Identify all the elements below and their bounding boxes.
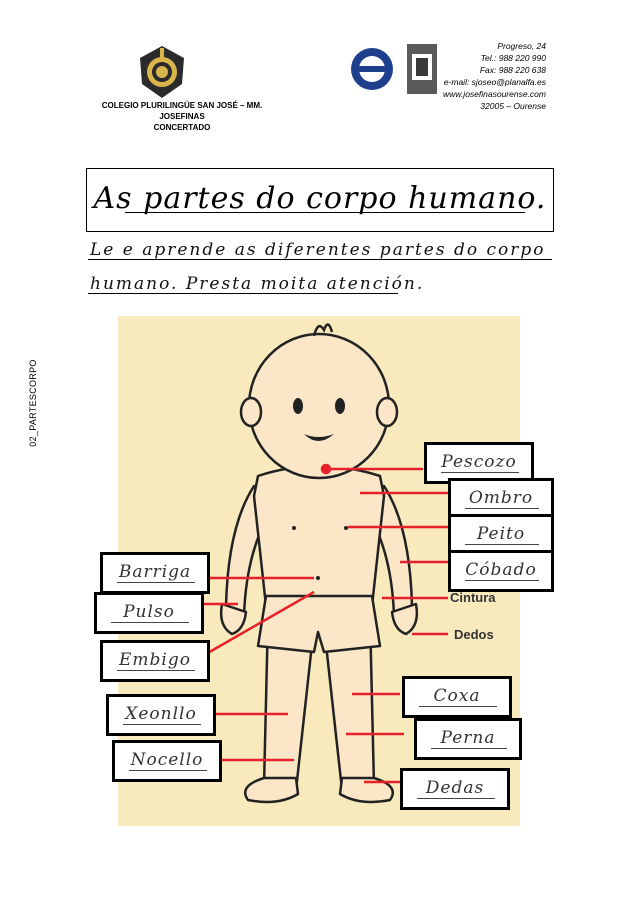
label-cobado: Cóbado (448, 550, 554, 592)
contact-city: 32005 – Ourense (480, 101, 546, 111)
instruction-line-1: Le e aprende as diferentes partes do corpo (90, 240, 546, 260)
contact-street: Progreso, 24 (497, 41, 546, 51)
instruction-line-2: humano. Presta moita atención. (90, 274, 425, 294)
label-xeonllo: Xeonllo (106, 694, 216, 736)
school-name-line1: COLEGIO PLURILINGÜE SAN JOSÉ – MM. JOSEFINAS (101, 101, 263, 121)
instruction-underline-1 (88, 259, 552, 260)
contact-tel: Tel.: 988 220 990 (480, 53, 546, 63)
label-pulso: Pulso (94, 592, 204, 634)
contact-email: e-mail: sjoseo@planalfa.es (443, 77, 546, 87)
label-nocello: Nocello (112, 740, 222, 782)
label-pescozo: Pescozo (424, 442, 534, 484)
title-box (86, 168, 554, 232)
document-code: 02_PARTESCORPO (28, 359, 38, 447)
label-ombro: Ombro (448, 478, 554, 520)
school-name (90, 100, 274, 133)
printed-label-cintura: Cintura (450, 590, 496, 605)
label-coxa: Coxa (402, 676, 512, 718)
label-barriga: Barriga (100, 552, 210, 594)
label-embigo: Embigo (100, 640, 210, 682)
label-peito: Peito (448, 514, 554, 556)
label-perna: Perna (414, 718, 522, 760)
label-dedas: Dedas (400, 768, 510, 810)
contact-fax: Fax: 988 220 638 (479, 65, 546, 75)
school-crest-icon (136, 44, 188, 100)
instruction-underline-2 (88, 293, 398, 294)
page-title: As partes do corpo humano. (93, 181, 547, 216)
contact-info (366, 40, 546, 112)
contact-web: www.josefinasourense.com (443, 89, 546, 99)
title-underline (125, 212, 525, 213)
school-name-line2: CONCERTADO (153, 123, 211, 132)
printed-label-dedos: Dedos (454, 627, 494, 642)
